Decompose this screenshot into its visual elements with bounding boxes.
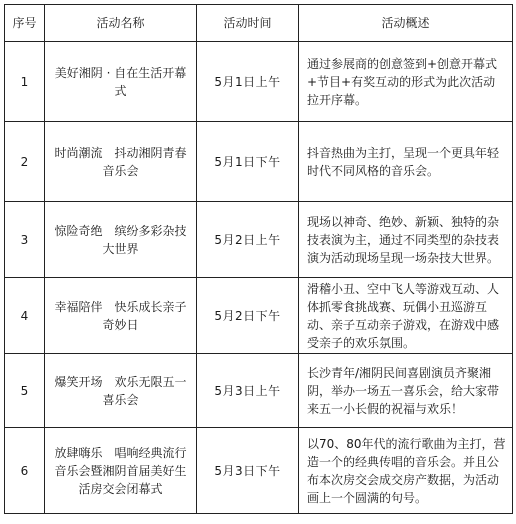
row-index: 6 [5,428,45,514]
row-activity-name: 时尚潮流 抖动湘阴青春音乐会 [45,122,197,202]
header-activity-name: 活动名称 [45,5,197,42]
row-activity-name: 爆笑开场 欢乐无限五一喜乐会 [45,354,197,428]
table-row [5,122,513,202]
row-activity-name: 幸福陪伴 快乐成长亲子奇妙日 [45,278,197,354]
table-row [5,42,513,122]
header-index: 序号 [5,5,45,42]
row-activity-summary: 通过参展商的创意签到+创意开幕式+节目+有奖互动的形式为此次活动拉开序幕。 [299,42,513,122]
header-activity-time: 活动时间 [197,5,299,42]
row-index: 2 [5,122,45,202]
table-row [5,278,513,354]
row-activity-name: 放肆嗨乐 唱响经典流行音乐会暨湘阴首届美好生活房交会闭幕式 [45,428,197,514]
table-header-row [5,5,513,42]
row-activity-time: 5月3日下午 [197,428,299,514]
table-row [5,354,513,428]
row-activity-summary: 滑稽小丑、空中飞人等游戏互动、人体抓零食挑战赛、玩偶小丑巡游互动、亲子互动亲子游戏，在游戏中感受亲子的欢乐氛围。 [299,278,513,354]
row-activity-name: 美好湘阴 · 自在生活开幕式 [45,42,197,122]
row-index: 4 [5,278,45,354]
row-activity-time: 5月2日下午 [197,278,299,354]
row-activity-time: 5月2日上午 [197,202,299,278]
activity-schedule-table [4,4,513,514]
row-activity-summary: 抖音热曲为主打，呈现一个更具年轻时代不同风格的音乐会。 [299,122,513,202]
row-activity-summary: 现场以神奇、绝妙、新颖、独特的杂技表演为主，通过不同类型的杂技表演为活动现场呈现一场杂技大世界。 [299,202,513,278]
row-activity-summary: 长沙青年/湘阴民间喜剧演员齐聚湘阴，举办一场五一喜乐会，给大家带来五一小长假的祝福与欢乐！ [299,354,513,428]
header-activity-summary: 活动概述 [299,5,513,42]
row-activity-name: 惊险奇绝 缤纷多彩杂技大世界 [45,202,197,278]
row-index: 5 [5,354,45,428]
table-row [5,202,513,278]
row-index: 1 [5,42,45,122]
row-activity-time: 5月1日上午 [197,42,299,122]
row-activity-summary: 以70、80年代的流行歌曲为主打，营造一个的经典传唱的音乐会。并且公布本次房交会成交房产数据，为活动画上一个圆满的句号。 [299,428,513,514]
row-index: 3 [5,202,45,278]
row-activity-time: 5月1日下午 [197,122,299,202]
row-activity-time: 5月3日上午 [197,354,299,428]
table-row [5,428,513,514]
